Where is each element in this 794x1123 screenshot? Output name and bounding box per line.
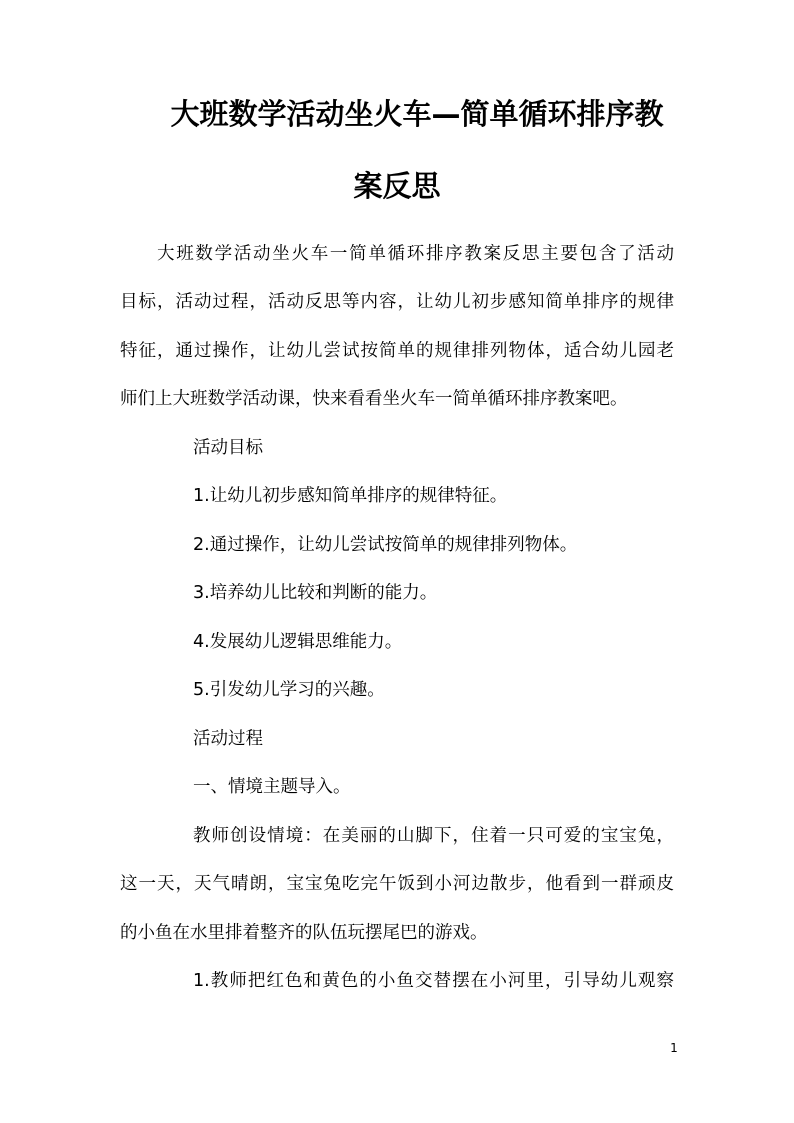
intro-line-4: 师们上大班数学活动课，快来看看坐火车一简单循环排序教案吧。: [120, 389, 628, 409]
process-heading: 活动过程: [193, 729, 263, 749]
goal-item-5: 5.引发幼儿学习的兴趣。: [193, 680, 385, 700]
intro-line-2: 目标，活动过程，活动反思等内容，让幼儿初步感知简单排序的规律: [120, 292, 674, 312]
scene-line-2: 这一天，天气晴朗，宝宝兔吃完午饭到小河边散步，他看到一群顽皮: [120, 874, 674, 894]
title-line-2: 案反思: [353, 169, 441, 203]
section-one-heading: 一、情境主题导入。: [193, 777, 351, 797]
intro-line-1: 大班数学活动坐火车一简单循环排序教案反思主要包含了活动: [157, 244, 674, 264]
goal-item-2: 2.通过操作，让幼儿尝试按简单的规律排列物体。: [193, 535, 578, 555]
page-number: 1: [670, 1041, 678, 1055]
goal-item-4: 4.发展幼儿逻辑思维能力。: [193, 632, 403, 652]
scene-line-3: 的小鱼在水里排着整齐的队伍玩摆尾巴的游戏。: [120, 923, 488, 943]
intro-line-3: 特征，通过操作，让幼儿尝试按简单的规律排列物体，适合幼儿园老: [120, 341, 674, 361]
step-one-line: 1.教师把红色和黄色的小鱼交替摆在小河里，引导幼儿观察: [193, 971, 674, 991]
goal-item-1: 1.让幼儿初步感知简单排序的规律特征。: [193, 486, 508, 506]
goal-item-3: 3.培养幼儿比较和判断的能力。: [193, 583, 438, 603]
title-line-1: 大班数学活动坐火车—简单循环排序教: [170, 97, 664, 131]
scene-line-1: 教师创设情境：在美丽的山脚下，住着一只可爱的宝宝兔，: [193, 826, 674, 846]
goals-heading: 活动目标: [193, 438, 263, 458]
